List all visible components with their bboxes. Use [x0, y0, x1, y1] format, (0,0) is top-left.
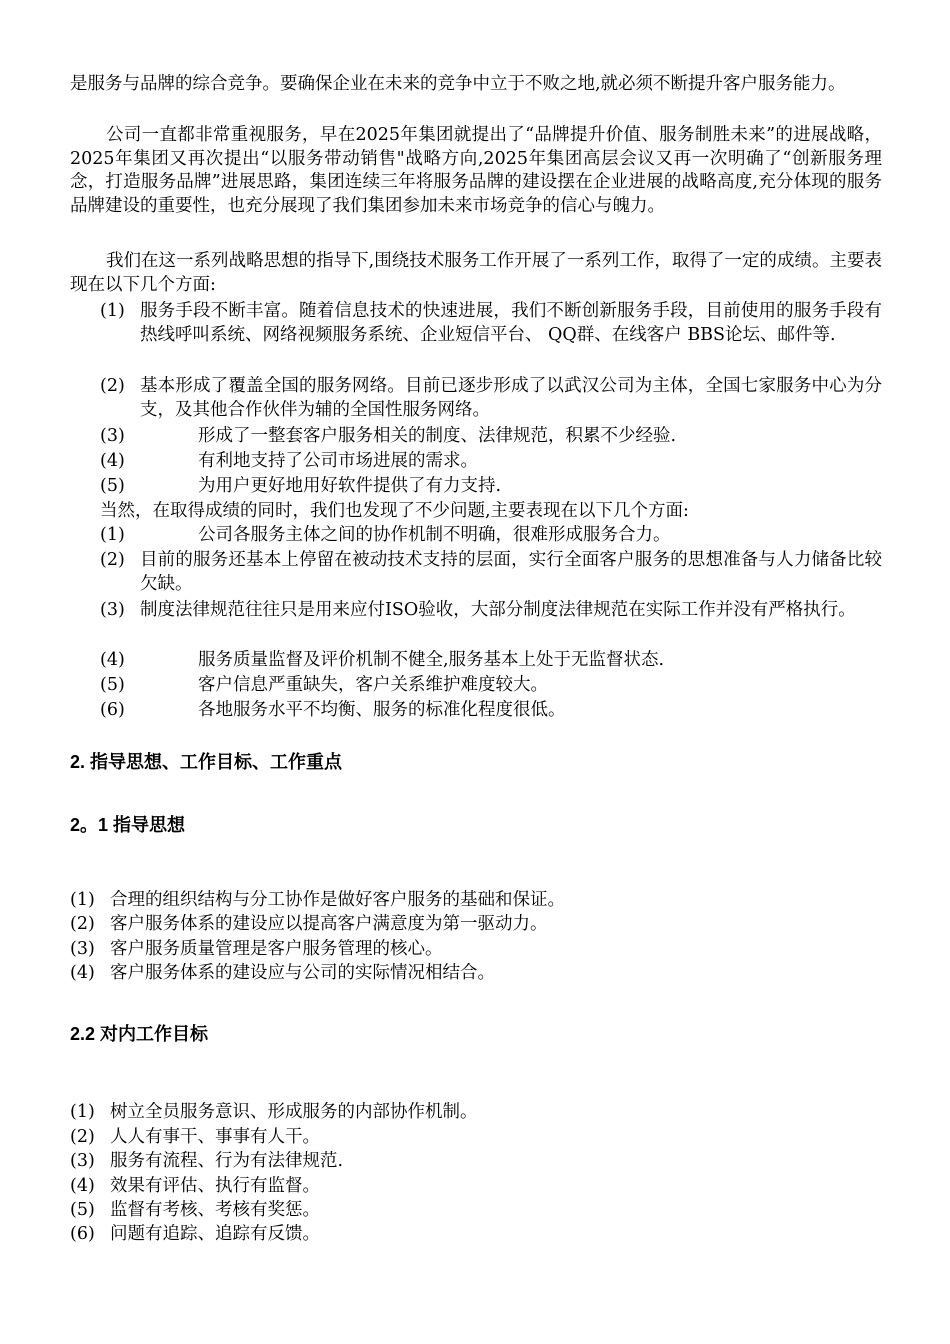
list-text: 基本形成了覆盖全国的服务网络。目前已逐步形成了以武汉公司为主体，全国七家服务中心为分支，及其他合作伙伴为辅的全国性服务网络。: [140, 376, 882, 420]
list-text: 合理的组织结构与分工协作是做好客户服务的基础和保证。: [110, 890, 565, 910]
list-text: 各地服务水平不均衡、服务的标准化程度很低。: [198, 700, 566, 720]
list-text: 公司各服务主体之间的协作机制不明确，很难形成服务合力。: [198, 525, 671, 545]
list-text: 服务手段不断丰富。随着信息技术的快速进展，我们不断创新服务手段，目前使用的服务手段有热线呼叫系统、网络视频服务系统、企业短信平台、 QQ群、在线客户 BBS论坛、邮件等.: [140, 301, 882, 345]
list-number: (6): [70, 1224, 95, 1244]
list-text: 为用户更好地用好软件提供了有力支持.: [198, 476, 502, 496]
list-text: 服务质量监督及评价机制不健全,服务基本上处于无监督状态.: [198, 650, 665, 670]
list-number: (5): [100, 476, 125, 496]
problems-intro: 当然，在取得成绩的同时，我们也发现了不少问题,主要表现在以下几个方面:: [100, 501, 689, 521]
list-number: (1): [100, 525, 125, 545]
list-text: 形成了一整套客户服务相关的制度、法律规范，积累不少经验.: [198, 426, 677, 446]
section-heading-2-1: 2。1 指导思想: [70, 815, 186, 835]
list-number: (2): [70, 1127, 95, 1147]
list-text: 效果有评估、执行有监督。: [110, 1176, 320, 1196]
list-text: 问题有追踪、追踪有反馈。: [110, 1224, 320, 1244]
list-number: (1): [70, 890, 95, 910]
list-number: (2): [70, 914, 95, 934]
list-text: 目前的服务还基本上停留在被动技术支持的层面，实行全面客户服务的思想准备与人力储备比较欠缺。: [140, 550, 882, 594]
list-number: (1): [100, 301, 125, 321]
list-number: (4): [100, 650, 125, 670]
list-text: 有利地支持了公司市场进展的需求。: [198, 451, 478, 471]
intro-paragraph-3: 我们在这一系列战略思想的指导下,围绕技术服务工作开展了一系列工作，取得了一定的成绩。主要表现在以下几个方面:: [70, 251, 882, 295]
list-text: 服务有流程、行为有法律规范.: [110, 1151, 344, 1171]
list-number: (3): [70, 1151, 95, 1171]
list-text: 客户服务质量管理是客户服务管理的核心。: [110, 939, 443, 959]
list-number: (2): [100, 376, 125, 396]
list-number: (6): [100, 700, 125, 720]
list-text: 监督有考核、考核有奖惩。: [110, 1200, 320, 1220]
list-number: (4): [100, 451, 125, 471]
list-number: (5): [100, 675, 125, 695]
list-text: 客户服务体系的建设应与公司的实际情况相结合。: [110, 963, 495, 983]
list-text: 客户信息严重缺失，客户关系维护难度较大。: [198, 675, 548, 695]
list-number: (4): [70, 963, 95, 983]
intro-paragraph-1: 是服务与品牌的综合竞争。要确保企业在未来的竞争中立于不败之地,就必须不断提升客户服务能力。: [70, 74, 846, 94]
list-number: (4): [70, 1176, 95, 1196]
list-number: (3): [100, 426, 125, 446]
list-number: (3): [70, 939, 95, 959]
list-number: (5): [70, 1200, 95, 1220]
list-number: (2): [100, 550, 125, 570]
list-number: (1): [70, 1102, 95, 1122]
intro-paragraph-2: 公司一直都非常重视服务，早在2025年集团就提出了“品牌提升价值、服务制胜未来”的进展战略，2025年集团又再次提出“以服务带动销售"战略方向,2025年集团高层会议又再一次明确了“创新服务理念，打造服务品牌”进展思路，集团连续三年将服务品牌的建设摆在企业进展的战略高度,充分体现的服务品牌建设的重要性，也充分展现了我们集团参加未来市场竞争的信心与魄力。: [70, 125, 882, 216]
list-text: 树立全员服务意识、形成服务的内部协作机制。: [110, 1102, 478, 1122]
list-number: (3): [100, 600, 125, 620]
list-text: 客户服务体系的建设应以提高客户满意度为第一驱动力。: [110, 914, 548, 934]
list-text: 人人有事干、事事有人干。: [110, 1127, 320, 1147]
section-heading-2: 2. 指导思想、工作目标、工作重点: [70, 752, 343, 772]
section-heading-2-2: 2.2 对内工作目标: [70, 1024, 209, 1044]
list-text: 制度法律规范往往只是用来应付ISO验收，大部分制度法律规范在实际工作并没有严格执行。: [140, 600, 856, 620]
